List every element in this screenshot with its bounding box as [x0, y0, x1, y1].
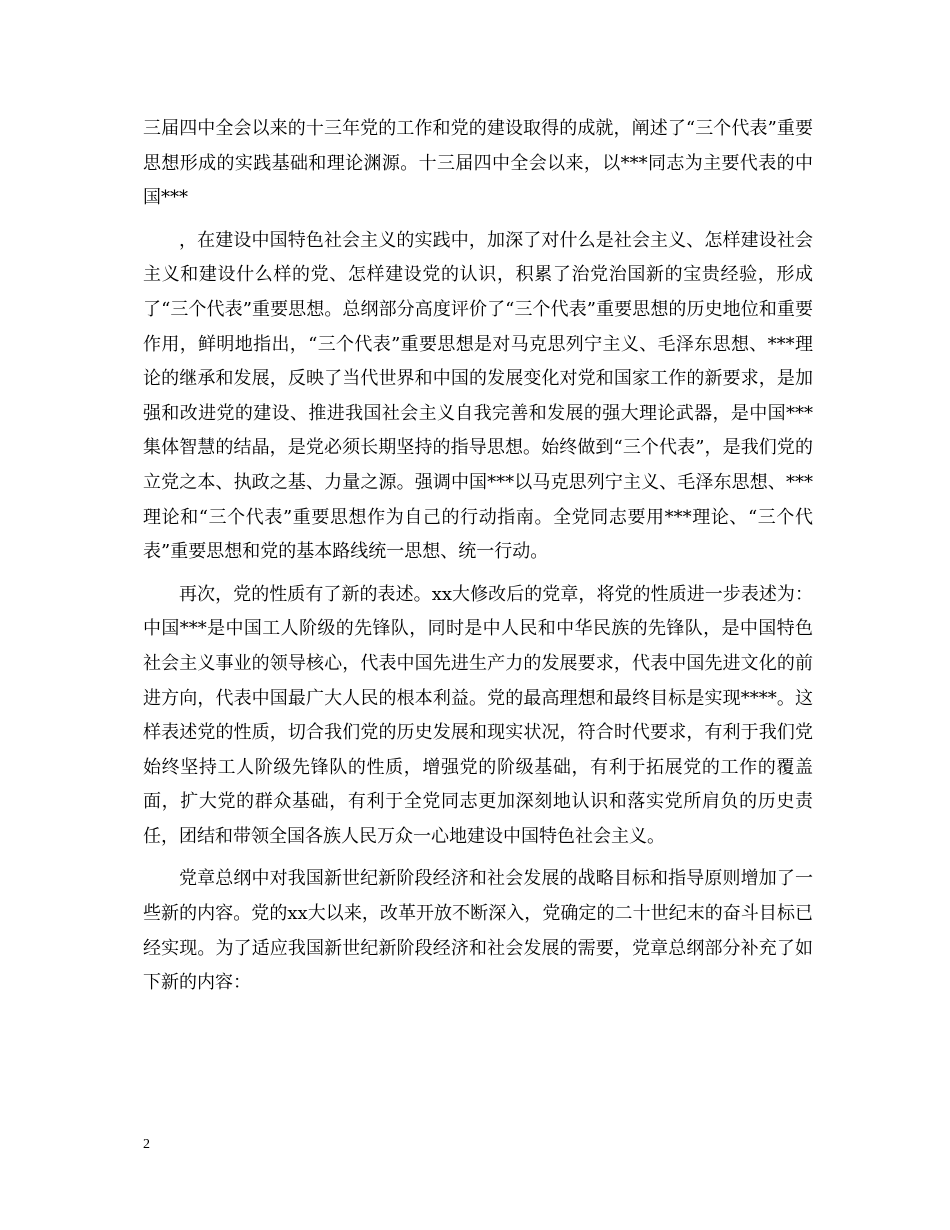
paragraph-4: 党章总纲中对我国新世纪新阶段经济和社会发展的战略目标和指导原则增加了一些新的内容。党的xx大以来，改革开放不断深入，党确定的二十世纪末的奋斗目标已经实现。为了适应我国新世纪新阶段经济和社会发展的需要，党章总纲部分补充了如下新的内容：: [143, 868, 813, 994]
paragraph-1: 三届四中全会以来的十三年党的工作和党的建设取得的成就，阐述了“三个代表”重要思想形成的实践基础和理论渊源。十三届四中全会以来，以***同志为主要代表的中国***: [143, 118, 813, 209]
document-body: [143, 112, 813, 1009]
page-number: 2: [143, 1137, 150, 1152]
paragraph-3: 再次，党的性质有了新的表述。xx大修改后的党章，将党的性质进一步表述为：中国***是中国工人阶级的先锋队，同时是中人民和中华民族的先锋队，是中国特色社会主义事业的领导核心，代表中国先进生产力的发展要求，代表中国先进文化的前进方向，代表中国最广大人民的根本利益。党的最高理想和最终目标是实现****。这样表述党的性质，切合我们党的历史发展和现实状况，符合时代要求，有利于我们党始终坚持工人阶级先锋队的性质，增强党的阶级基础，有利于拓展党的工作的覆盖面，扩大党的群众基础，有利于全党同志更加深刻地认识和落实党所肩负的历史责任，团结和带领全国各族人民万众一心地建设中国特色社会主义。: [143, 583, 813, 847]
paragraph-2: ，在建设中国特色社会主义的实践中，加深了对什么是社会主义、怎样建设社会主义和建设什么样的党、怎样建设党的认识，积累了治党治国新的宝贵经验，形成了“三个代表”重要思想。总纲部分高度评价了“三个代表”重要思想的历史地位和重要作用，鲜明地指出，“三个代表”重要思想是对马克思列宁主义、毛泽东思想、***理论的继承和发展，反映了当代世界和中国的发展变化对党和国家工作的新要求，是加强和改进党的建设、推进我国社会主义自我完善和发展的强大理论武器，是中国***集体智慧的结晶，是党必须长期坚持的指导思想。始终做到“三个代表”，是我们党的立党之本、执政之基、力量之源。强调中国***以马克思列宁主义、毛泽东思想、***理论和“三个代表”重要思想作为自己的行动指南。全党同志要用***理论、“三个代表”重要思想和党的基本路线统一思想、统一行动。: [143, 229, 813, 563]
